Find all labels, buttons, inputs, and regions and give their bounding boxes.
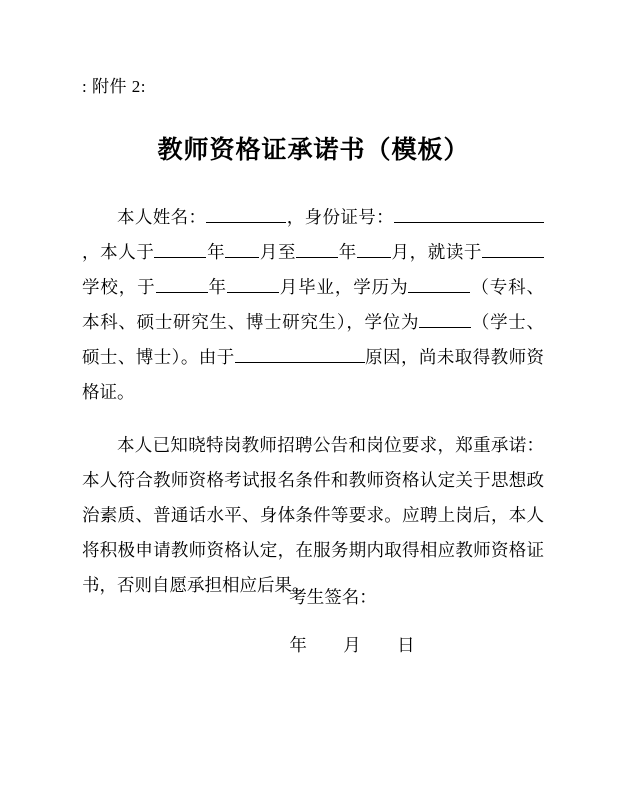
text-year-2: 年 <box>338 242 357 262</box>
blank-start-year[interactable] <box>154 240 206 259</box>
text-degree-options: （学士、硕士、博士）。由于 <box>82 312 545 367</box>
blank-start-month[interactable] <box>225 240 259 259</box>
document-body <box>82 200 544 603</box>
signature-label: 考生签名： <box>289 587 377 607</box>
text-year-1: 年 <box>206 242 226 262</box>
paragraph-commitment: 本人已知晓特岗教师招聘公告和岗位要求，郑重承诺：本人符合教师资格考试报名条件和教师资格认定关于思想政治素质、普通话水平、身体条件等要求。应聘上岗后，本人将积极申请教师资格认定，在服务期内取得相应教师资格证书，否则自愿承担相应后果。 <box>82 435 544 595</box>
text-enroll-intro: ，本人于 <box>82 242 155 262</box>
blank-reason[interactable] <box>235 345 365 364</box>
blank-degree[interactable] <box>419 310 471 329</box>
text-education-options: （专科、本科、硕士研究生、博士研究生），学位为 <box>82 277 545 332</box>
text-reason-suffix: 原因，尚未取得教师资格证。 <box>82 347 545 402</box>
blank-end-year[interactable] <box>296 240 338 259</box>
blank-education-level[interactable] <box>408 275 470 294</box>
blank-end-month[interactable] <box>357 240 391 259</box>
blank-name[interactable] <box>206 205 286 224</box>
text-degree-intro: 月毕业，学历为 <box>278 277 409 297</box>
blank-id-number[interactable] <box>394 205 544 224</box>
text-school-suffix: 学校，于 <box>82 277 156 297</box>
date-month-label: 月 <box>343 635 363 655</box>
text-id-label: ，身份证号： <box>286 207 394 227</box>
blank-grad-year[interactable] <box>156 275 208 294</box>
signature-date <box>82 628 544 662</box>
attachment-label: : 附件 2: <box>82 77 146 96</box>
text-study-at: 月，就读于 <box>390 242 483 262</box>
text-name-label: 本人姓名： <box>117 207 207 227</box>
text-month-to: 月至 <box>259 242 297 262</box>
page-title: 教师资格证承诺书（模板） <box>157 137 470 164</box>
paragraph-personal-info <box>82 200 544 410</box>
date-day-label: 日 <box>397 635 417 655</box>
signature-block <box>82 580 544 662</box>
text-year-3: 年 <box>207 277 227 297</box>
date-year-label: 年 <box>289 635 309 655</box>
blank-school[interactable] <box>482 240 544 259</box>
blank-grad-month[interactable] <box>227 275 279 294</box>
